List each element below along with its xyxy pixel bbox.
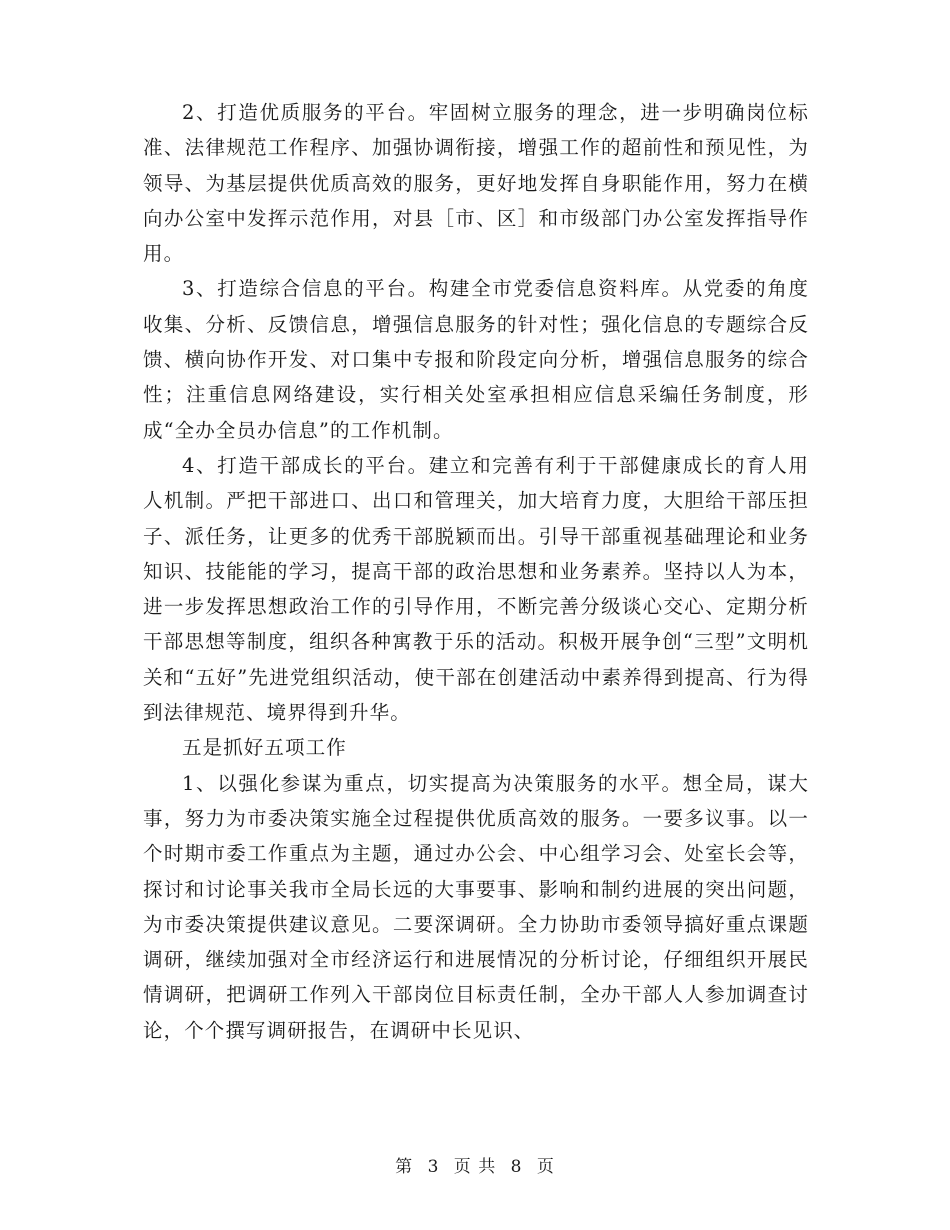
paragraph-information-platform: 3、打造综合信息的平台。构建全市党委信息资料库。从党委的角度收集、分析、反馈信息，增强信息服务的针对性；强化信息的专题综合反馈、横向协作开发、对口集中专报和阶段定向分析，增强信息服务的综合性；注重信息网络建设，实行相关处室承担相应信息采编任务制度，形成“全办全员办信息”的工作机制。 <box>143 277 809 442</box>
footer-total-pages: 8 <box>510 1157 523 1177</box>
footer-prefix: 第 <box>395 1157 414 1177</box>
page-footer <box>0 1152 950 1177</box>
paragraph-service-platform: 2、打造优质服务的平台。牢固树立服务的理念，进一步明确岗位标准、法律规范工作程序、加强协调衔接，增强工作的超前性和预见性，为领导、为基层提供优质高效的服务，更好地发挥自身职能作用，努力在横向办公室中发挥示范作用，对县［市、区］和市级部门办公室发挥指导作用。 <box>143 101 809 266</box>
paragraph-advisory-task: 1、以强化参谋为重点，切实提高为决策服务的水平。想全局，谋大事，努力为市委决策实施全过程提供优质高效的服务。一要多议事。以一个时期市委工作重点为主题，通过办公会、中心组学习会、处室长会等，探讨和讨论事关我市全局长远的大事要事、影响和制约进展的突出问题，为市委决策提供建议意见。二要深调研。全力协助市委领导搞好重点课题调研，继续加强对全市经济运行和进展情况的分析讨论，仔细组织开展民情调研，把调研工作列入干部岗位目标责任制，全办干部人人参加调查讨论，个个撰写调研报告，在调研中长见识、 <box>143 771 809 1042</box>
paragraph-cadre-platform: 4、打造干部成长的平台。建立和完善有利于干部健康成长的育人用人机制。严把干部进口、出口和管理关，加大培育力度，大胆给干部压担子、派任务，让更多的优秀干部脱颖而出。引导干部重视基础理论和业务知识、技能能的学习，提高干部的政治思想和业务素养。坚持以人为本，进一步发挥思想政治工作的引导作用，不断完善分级谈心交心、定期分析干部思想等制度，组织各种寓教于乐的活动。积极开展争创“三型”文明机关和“五好”先进党组织活动，使干部在创建活动中素养得到提高、行为得到法律规范、境界得到升华。 <box>143 453 809 725</box>
footer-middle: 页 共 <box>453 1157 497 1177</box>
footer-suffix: 页 <box>536 1157 555 1177</box>
section-heading-five-tasks: 五是抓好五项工作 <box>182 736 347 760</box>
document-body <box>143 95 809 1048</box>
footer-page-number: 3 <box>427 1157 440 1177</box>
